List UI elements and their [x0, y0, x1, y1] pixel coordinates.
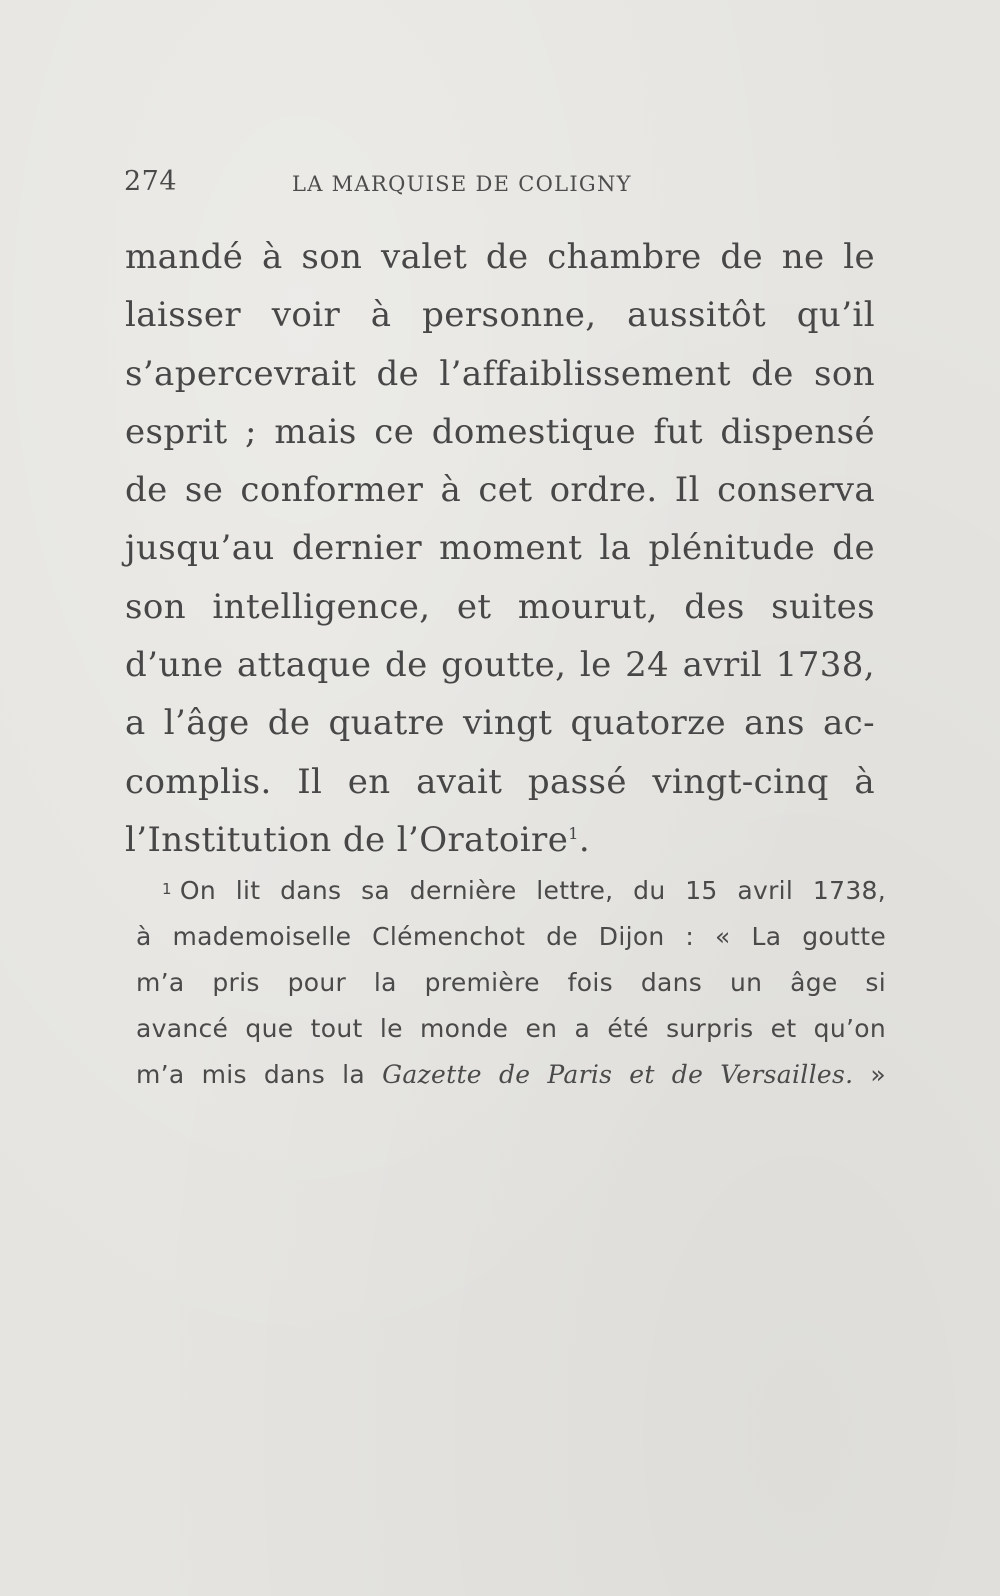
body-text: [125, 228, 875, 869]
footnote: [136, 868, 886, 1098]
body-line-text: l’Institution de l’Oratoire: [125, 819, 569, 860]
footnote-line: avancé que tout le monde en a été surpris et qu’on: [136, 1014, 886, 1043]
body-line: jusqu’au dernier moment la plénitude de: [125, 528, 875, 569]
body-line: esprit ; mais ce domestique fut dispensé: [125, 411, 875, 452]
closing-quote: »: [870, 1060, 886, 1089]
page-number: 274: [124, 166, 178, 197]
body-line: laisser voir à personne, aussitôt qu’il: [125, 295, 875, 336]
body-line: complis. Il en avait passé vingt-cinq à: [125, 761, 875, 802]
body-line: d’une attaque de goutte, le 24 avril 1738,: [125, 645, 875, 686]
running-title: LA MARQUISE DE COLIGNY: [292, 172, 632, 196]
sentence-end: .: [578, 819, 591, 860]
page-header: [124, 166, 724, 206]
footnote-mark: 1: [162, 880, 172, 898]
body-line: s’apercevrait de l’affaiblissement de son: [125, 353, 875, 394]
footnote-reference[interactable]: 1: [568, 823, 579, 843]
body-line: de se conformer à cet ordre. Il conserva: [125, 470, 875, 511]
body-line: a l’âge de quatre vingt quatorze ans ac-: [125, 703, 875, 744]
footnote-text: m’a mis dans la: [136, 1060, 366, 1089]
footnote-line: [136, 868, 886, 914]
body-line: son intelligence, et mourut, des suites: [125, 586, 875, 627]
footnote-italic-title: Gazette de Paris et de Versailles.: [382, 1060, 854, 1089]
footnote-line: m’a pris pour la première fois dans un âge si: [136, 968, 886, 997]
footnote-line: à mademoiselle Clémenchot de Dijon : « La goutte: [136, 922, 886, 951]
footnote-line-last: [136, 1052, 886, 1098]
body-line: mandé à son valet de chambre de ne le: [125, 237, 875, 277]
footnote-text: On lit dans sa dernière lettre, du 15 avril 1738,: [179, 876, 886, 905]
body-line-last: [125, 811, 875, 869]
